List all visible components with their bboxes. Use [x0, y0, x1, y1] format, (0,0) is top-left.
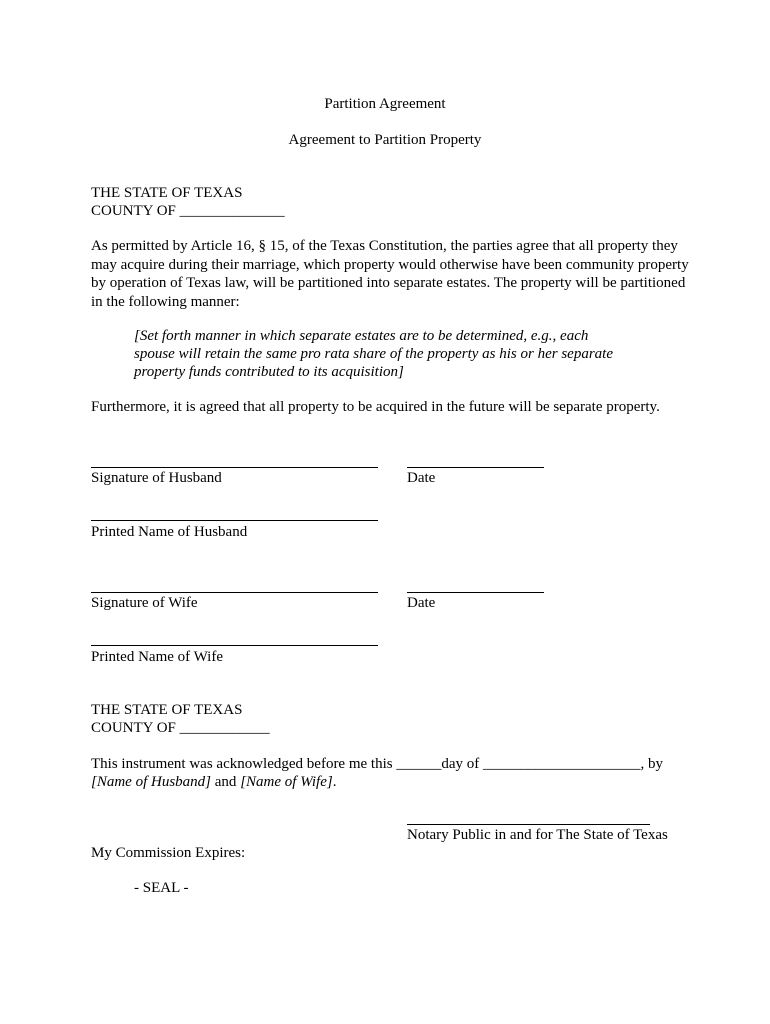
husband-name-placeholder: [Name of Husband] [91, 774, 212, 790]
notary-label: Notary Public in and for The State of Texas [407, 827, 668, 843]
wife-printed-name-line[interactable] [91, 645, 378, 646]
acknowledgment-line-2 [91, 773, 336, 791]
husband-date-line[interactable] [407, 467, 544, 468]
husband-printed-name-line[interactable] [91, 520, 378, 521]
wife-date-line[interactable] [407, 592, 544, 593]
wife-signature-line[interactable] [91, 592, 378, 593]
wife-name-placeholder: [Name of Wife] [240, 774, 333, 790]
wife-date-label: Date [407, 595, 436, 611]
acknowledgment-line-1: This instrument was acknowledged before me this ______day of _____________________, by [91, 756, 663, 772]
intro-paragraph: As permitted by Article 16, § 15, of the Texas Constitution, the parties agree that all property they may acquire during their marriage, which property would otherwise have been community property by operation of Texas law, will be partitioned into separate estates. The property will be partitioned in the following manner: [91, 238, 689, 310]
venue-state: THE STATE OF TEXAS [91, 185, 243, 201]
notary-venue-county: COUNTY OF ____________ [91, 720, 270, 736]
commission-expires-label: My Commission Expires: [91, 845, 246, 861]
document-title: Partition Agreement [324, 96, 446, 112]
husband-signature-line[interactable] [91, 467, 378, 468]
husband-signature-label: Signature of Husband [91, 470, 222, 486]
document-subtitle: Agreement to Partition Property [288, 132, 482, 148]
seal-label: - SEAL - [134, 880, 189, 896]
and-connector: and [211, 774, 241, 790]
instruction-line-1: [Set forth manner in which separate estates are to be determined, e.g., each [134, 328, 589, 344]
venue-county: COUNTY OF ______________ [91, 203, 285, 219]
instruction-line-2: spouse will retain the same pro rata share of the property as his or her separate [134, 346, 614, 362]
notary-signature-line[interactable] [407, 824, 650, 825]
future-property-clause: Furthermore, it is agreed that all property to be acquired in the future will be separate property. [91, 399, 660, 415]
wife-signature-label: Signature of Wife [91, 595, 198, 611]
acknowledgment-period: . [332, 774, 337, 790]
notary-venue-state: THE STATE OF TEXAS [91, 702, 243, 718]
instruction-line-3: property funds contributed to its acquisition] [134, 364, 404, 380]
husband-printed-name-label: Printed Name of Husband [91, 524, 248, 540]
wife-printed-name-label: Printed Name of Wife [91, 649, 223, 665]
husband-date-label: Date [407, 470, 436, 486]
